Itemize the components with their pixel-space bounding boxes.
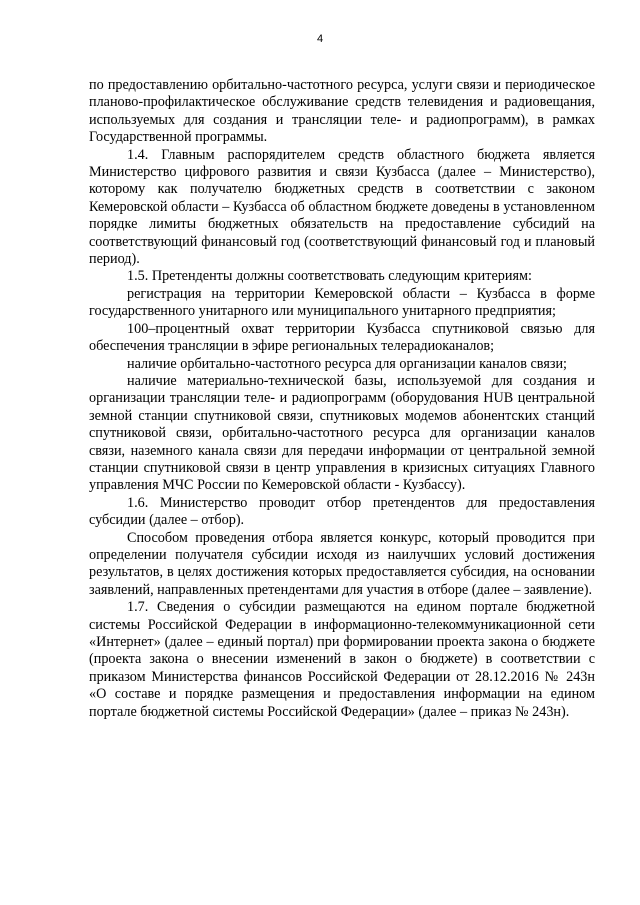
paragraph-continuation-1-3: по предоставлению орбитально-частотного ресурса, услуги связи и периодическое планово-профилактическое обслуживание средств телевидения и радиовещания, используемых для создания и трансляции теле- и радиопрограмм), в рамках Государственной программы. — [89, 77, 595, 146]
criterion-coverage: 100–процентный охват территории Кузбасса спутниковой связью для обеспечения трансляции в эфире региональных телерадиоканалов; — [89, 320, 595, 355]
criterion-registration: регистрация на территории Кемеровской области – Кузбасса в форме государственного унитарного или муниципального унитарного предприятия; — [89, 285, 595, 320]
paragraph-1-4-main-distributor: 1.4. Главным распорядителем средств областного бюджета является Министерство цифрового развития и связи Кузбасса (далее – Министерство), которому как получателю бюджетных средств в соответствии с законом Кемеровской области – Кузбасса об областном бюджете доведены в установленном порядке лимиты бюджетных обязательств на предоставление субсидий на соответствующий финансовый год (соответствующий финансовый год и плановый период). — [89, 146, 595, 268]
criterion-orbital-resource: наличие орбитально-частотного ресурса для организации каналов связи; — [127, 355, 567, 372]
document-body — [89, 77, 595, 721]
paragraph-1-6-selection: 1.6. Министерство проводит отбор претендентов для предоставления субсидии (далее – отбор). — [89, 494, 595, 529]
paragraph-1-5-criteria: 1.5. Претенденты должны соответствовать следующим критериям: — [127, 268, 532, 285]
criterion-technical-base: наличие материально-технической базы, используемой для создания и организации трансляции теле- и радиопрограмм (оборудования HUB центральной земной станции спутниковой связи, спутниковых модемов абонентских станций спутниковой связи, орбитально-частотного ресурса для организации каналов связи, наземного канала связи для передачи информации от центральной земной станции спутниковой связи в центр управления в кризисных ситуациях Главного управления МЧС России по Кемеровской области - Кузбассу). — [89, 372, 595, 494]
paragraph-selection-method: Способом проведения отбора является конкурс, который проводится при определении получателя субсидии исходя из наилучших условий достижения результатов, в целях достижения которых предоставляется субсидия, на основании заявлений, направленных претендентами для участия в отборе (далее – заявление). — [89, 529, 595, 598]
page-number: 4 — [316, 33, 324, 45]
paragraph-1-7-portal-info: 1.7. Сведения о субсидии размещаются на едином портале бюджетной системы Российской Федерации в информационно-телекоммуникационной сети «Интернет» (далее – единый портал) при формировании проекта закона о бюджете (проекта закона о внесении изменений в закон о бюджете) в соответствии с приказом Министерства финансов Российской Федерации от 28.12.2016 № 243н «О составе и порядке размещения и предоставления информации на едином портале бюджетной системы Российской Федерации» (далее – приказ № 243н). — [89, 599, 595, 720]
